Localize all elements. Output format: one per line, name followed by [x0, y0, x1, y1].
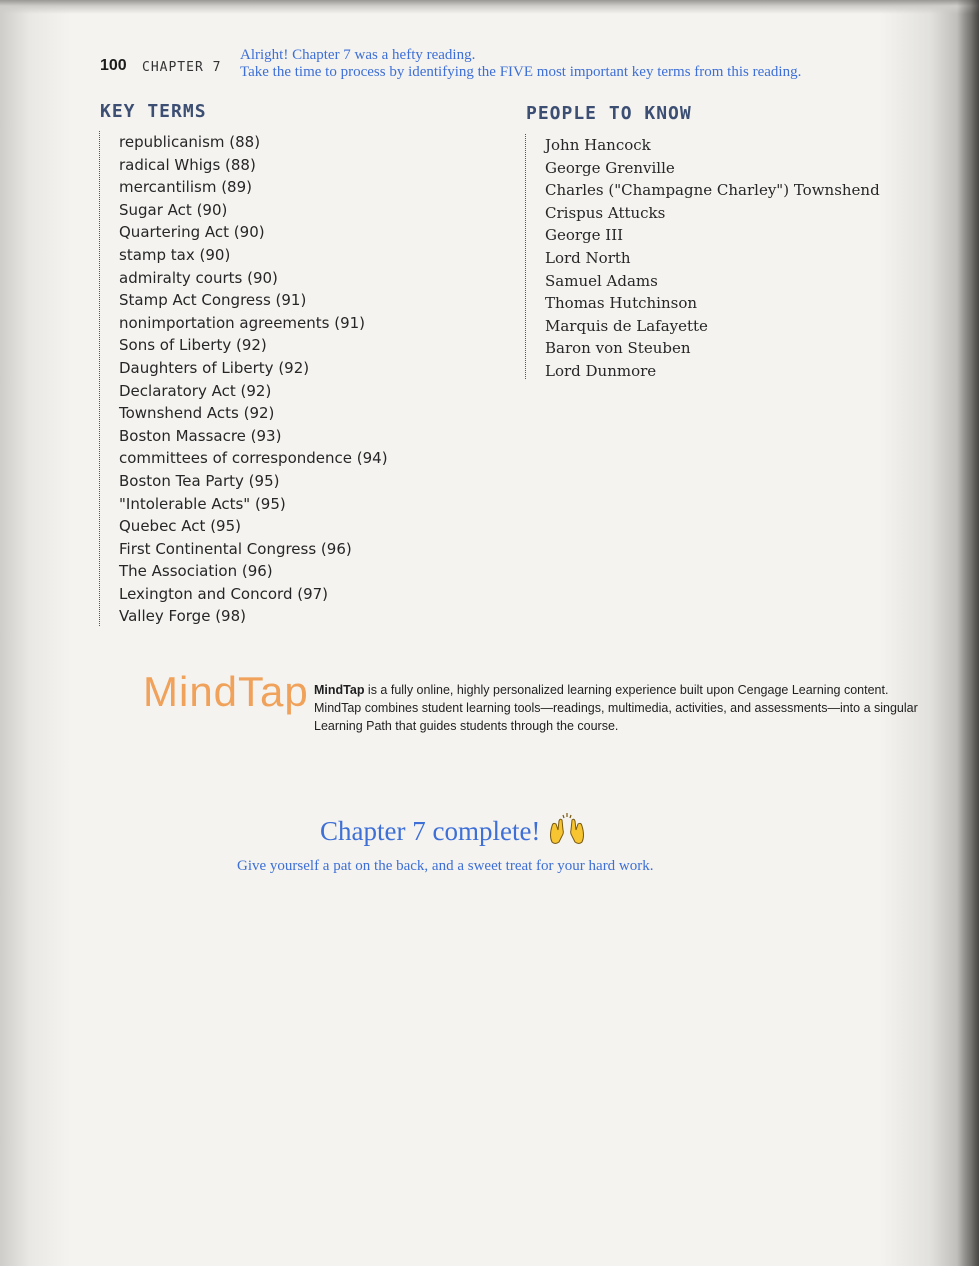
- mindtap-description: [314, 681, 934, 735]
- chapter-complete-text: Chapter 7 complete!: [320, 816, 541, 846]
- page-number: 100: [100, 57, 127, 74]
- key-term-item: Quartering Act (90): [119, 223, 265, 242]
- page-binding-shadow: [957, 0, 979, 1266]
- key-term-item: Sons of Liberty (92): [119, 336, 267, 355]
- mindtap-bold-lead: MindTap: [314, 683, 365, 697]
- annotation-note: [240, 47, 801, 81]
- key-term-item: mercantilism (89): [119, 178, 252, 197]
- key-terms-heading: KEY TERMS: [100, 101, 207, 122]
- key-term-item: Lexington and Concord (97): [119, 584, 329, 603]
- person-item: George III: [545, 226, 624, 245]
- key-term-item: Townshend Acts (92): [119, 404, 275, 423]
- person-item: Crispus Attucks: [545, 203, 666, 222]
- key-term-item: Valley Forge (98): [119, 607, 246, 626]
- person-item: George Grenville: [545, 158, 675, 177]
- mindtap-logo: MindTap: [143, 668, 309, 715]
- person-item: Lord North: [545, 248, 631, 267]
- person-item: John Hancock: [545, 136, 651, 154]
- key-term-item: Stamp Act Congress (91): [119, 291, 307, 310]
- key-term-item: republicanism (88): [119, 133, 261, 151]
- person-item: Samuel Adams: [545, 271, 658, 290]
- page-top-shadow: [0, 0, 979, 14]
- chapter-label: CHAPTER 7: [142, 60, 222, 75]
- person-item: Baron von Steuben: [545, 339, 691, 358]
- person-item: Charles ("Champagne Charley") Townshend: [545, 181, 880, 200]
- key-terms-list: [99, 131, 388, 626]
- key-term-item: The Association (96): [119, 562, 273, 581]
- people-to-know-heading: PEOPLE TO KNOW: [526, 103, 692, 124]
- key-term-item: nonimportation agreements (91): [119, 313, 366, 332]
- key-term-item: stamp tax (90): [119, 245, 231, 264]
- key-term-item: Boston Massacre (93): [119, 426, 282, 445]
- chapter-complete-subtitle: Give yourself a pat on the back, and a sweet treat for your hard work.: [237, 858, 654, 874]
- key-term-item: Sugar Act (90): [119, 200, 228, 219]
- key-term-item: radical Whigs (88): [119, 155, 256, 174]
- people-to-know-list: [525, 134, 880, 379]
- chapter-complete-title: [320, 812, 586, 847]
- annotation-line-1: Alright! Chapter 7 was a hefty reading.: [240, 47, 476, 63]
- person-item: Thomas Hutchinson: [545, 294, 698, 313]
- key-term-item: Daughters of Liberty (92): [119, 358, 310, 377]
- person-item: Lord Dunmore: [545, 361, 657, 380]
- annotation-line-2: Take the time to process by identifying the FIVE most important key terms from this reading.: [240, 64, 802, 80]
- key-term-item: admiralty courts (90): [119, 268, 278, 287]
- person-item: Marquis de Lafayette: [545, 316, 708, 335]
- key-term-item: Quebec Act (95): [119, 517, 241, 536]
- key-term-item: First Continental Congress (96): [119, 539, 352, 558]
- mindtap-description-text: is a fully online, highly personalized learning experience built upon Cengage Learning content. MindTap combines student learning tools—readings, multimedia, activities, and assessments—into a singular Learning Path that guides students through the course.: [314, 683, 918, 733]
- key-term-item: Declaratory Act (92): [119, 381, 272, 400]
- raising-hands-icon: [548, 812, 586, 846]
- key-term-item: committees of correspondence (94): [119, 449, 388, 468]
- key-term-item: Boston Tea Party (95): [119, 471, 280, 490]
- key-term-item: "Intolerable Acts" (95): [119, 494, 286, 513]
